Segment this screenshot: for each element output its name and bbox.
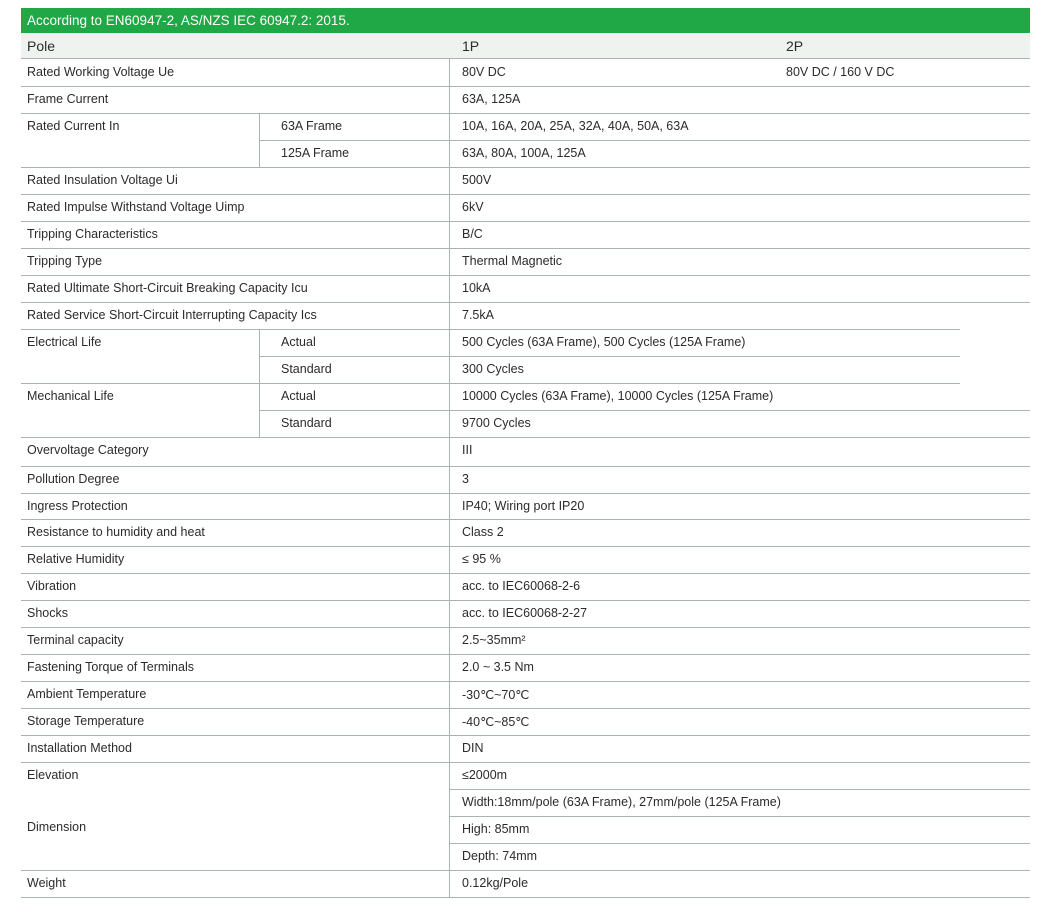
pole-label: Pole bbox=[27, 38, 56, 54]
spec-row-value: 80V DC bbox=[462, 65, 506, 79]
spec-row-label: Electrical Life bbox=[27, 335, 102, 349]
spec-row-value: High: 85mm bbox=[462, 822, 530, 836]
spec-row-value: Class 2 bbox=[462, 525, 504, 539]
subrow-divider bbox=[259, 410, 1030, 411]
spec-row-label: Fastening Torque of Terminals bbox=[27, 660, 194, 674]
value-divider bbox=[449, 789, 1030, 790]
spec-row-value: 63A, 125A bbox=[462, 92, 521, 106]
spec-standard-banner: According to EN60947-2, AS/NZS IEC 60947.2: 2015. bbox=[21, 8, 1030, 33]
spec-row-label: Pollution Degree bbox=[27, 472, 120, 486]
row-divider bbox=[21, 466, 1030, 467]
row-divider bbox=[21, 735, 1030, 736]
spec-row-label: Ingress Protection bbox=[27, 499, 128, 513]
spec-row-value: 300 Cycles bbox=[462, 362, 524, 376]
row-divider bbox=[21, 627, 1030, 628]
spec-row-sublabel: Actual bbox=[281, 389, 316, 403]
spec-row-label: Overvoltage Category bbox=[27, 443, 149, 457]
spec-row-label: Tripping Characteristics bbox=[27, 227, 158, 241]
subcolumn-divider bbox=[259, 113, 260, 167]
spec-row-label: Resistance to humidity and heat bbox=[27, 525, 205, 539]
row-divider bbox=[21, 573, 1030, 574]
spec-row-value: 7.5kA bbox=[462, 308, 494, 322]
spec-row-value: ≤2000m bbox=[462, 768, 508, 782]
row-divider bbox=[21, 329, 960, 330]
spec-row-sublabel: 125A Frame bbox=[281, 146, 350, 160]
spec-row-value: DIN bbox=[462, 741, 484, 755]
row-divider bbox=[21, 493, 1030, 494]
spec-row-value: -40℃~85℃ bbox=[462, 715, 530, 729]
spec-row-value: 9700 Cycles bbox=[462, 416, 531, 430]
subcolumn-divider bbox=[259, 329, 260, 437]
spec-row-label: Mechanical Life bbox=[27, 389, 114, 403]
subrow-divider bbox=[259, 356, 960, 357]
row-divider bbox=[21, 275, 1030, 276]
row-divider bbox=[21, 113, 1030, 114]
spec-row-label: Relative Humidity bbox=[27, 552, 125, 566]
spec-row-label: Terminal capacity bbox=[27, 633, 124, 647]
value-column-divider bbox=[449, 58, 450, 897]
value-divider bbox=[449, 843, 1030, 844]
spec-row-value-2p: 80V DC / 160 V DC bbox=[786, 65, 895, 79]
spec-row-value: acc. to IEC60068-2-27 bbox=[462, 606, 588, 620]
spec-row-label: Storage Temperature bbox=[27, 714, 145, 728]
spec-row-value: 3 bbox=[462, 472, 469, 486]
value-divider bbox=[449, 816, 1030, 817]
spec-row-value: 0.12kg/Pole bbox=[462, 876, 529, 890]
spec-row-value: III bbox=[462, 443, 473, 457]
spec-row-label: Tripping Type bbox=[27, 254, 103, 268]
row-divider bbox=[21, 762, 1030, 763]
row-divider bbox=[21, 546, 1030, 547]
row-divider bbox=[21, 519, 1030, 520]
spec-row-value: 10000 Cycles (63A Frame), 10000 Cycles (125A Frame) bbox=[462, 389, 774, 403]
spec-row-label: Weight bbox=[27, 876, 66, 890]
row-divider bbox=[21, 221, 1030, 222]
row-divider bbox=[21, 681, 1030, 682]
spec-row-value: 2.0 ~ 3.5 Nm bbox=[462, 660, 534, 674]
spec-row-sublabel: Actual bbox=[281, 335, 316, 349]
spec-row-value: 500 Cycles (63A Frame), 500 Cycles (125A Frame) bbox=[462, 335, 746, 349]
spec-row-label: Elevation bbox=[27, 768, 79, 782]
row-divider bbox=[21, 58, 1030, 59]
spec-row-sublabel: 63A Frame bbox=[281, 119, 343, 133]
spec-row-label: Rated Ultimate Short-Circuit Breaking Capacity Icu bbox=[27, 281, 308, 295]
spec-row-sublabel: Standard bbox=[281, 362, 332, 376]
row-divider bbox=[21, 708, 1030, 709]
spec-row-value: Thermal Magnetic bbox=[462, 254, 563, 268]
spec-row-label: Rated Current In bbox=[27, 119, 120, 133]
spec-row-value: Width:18mm/pole (63A Frame), 27mm/pole (125A Frame) bbox=[462, 795, 781, 809]
spec-row-value: 2.5~35mm² bbox=[462, 633, 526, 647]
spec-row-label: Frame Current bbox=[27, 92, 109, 106]
spec-row-value: 500V bbox=[462, 173, 492, 187]
row-divider bbox=[21, 248, 1030, 249]
row-divider bbox=[21, 897, 1030, 898]
spec-row-label: Dimension bbox=[27, 820, 87, 834]
pole-1p-header: 1P bbox=[462, 38, 480, 54]
spec-row-value: 63A, 80A, 100A, 125A bbox=[462, 146, 586, 160]
spec-row-label: Rated Service Short-Circuit Interrupting Capacity Ics bbox=[27, 308, 317, 322]
pole-header-row bbox=[21, 33, 1030, 58]
row-divider bbox=[21, 194, 1030, 195]
spec-row-value: IP40; Wiring port IP20 bbox=[462, 499, 585, 513]
spec-row-label: Rated Impulse Withstand Voltage Uimp bbox=[27, 200, 245, 214]
spec-row-value: 10A, 16A, 20A, 25A, 32A, 40A, 50A, 63A bbox=[462, 119, 689, 133]
row-divider bbox=[21, 870, 1030, 871]
row-divider bbox=[21, 600, 1030, 601]
row-divider bbox=[21, 383, 960, 384]
spec-row-label: Shocks bbox=[27, 606, 68, 620]
spec-row-value: 6kV bbox=[462, 200, 484, 214]
spec-row-label: Rated Working Voltage Ue bbox=[27, 65, 175, 79]
spec-row-value: Depth: 74mm bbox=[462, 849, 538, 863]
row-divider bbox=[21, 86, 1030, 87]
row-divider bbox=[21, 437, 1030, 438]
row-divider bbox=[21, 302, 1030, 303]
spec-row-value: ≤ 95 % bbox=[462, 552, 501, 566]
spec-row-label: Vibration bbox=[27, 579, 77, 593]
spec-row-value: -30℃~70℃ bbox=[462, 688, 530, 702]
spec-row-value: acc. to IEC60068-2-6 bbox=[462, 579, 581, 593]
spec-row-label: Rated Insulation Voltage Ui bbox=[27, 173, 178, 187]
spec-row-label: Installation Method bbox=[27, 741, 132, 755]
row-divider bbox=[21, 167, 1030, 168]
spec-row-sublabel: Standard bbox=[281, 416, 332, 430]
pole-2p-header: 2P bbox=[786, 38, 804, 54]
row-divider bbox=[21, 654, 1030, 655]
spec-row-value: B/C bbox=[462, 227, 483, 241]
subrow-divider bbox=[259, 140, 1030, 141]
spec-row-value: 10kA bbox=[462, 281, 491, 295]
spec-row-label: Ambient Temperature bbox=[27, 687, 147, 701]
